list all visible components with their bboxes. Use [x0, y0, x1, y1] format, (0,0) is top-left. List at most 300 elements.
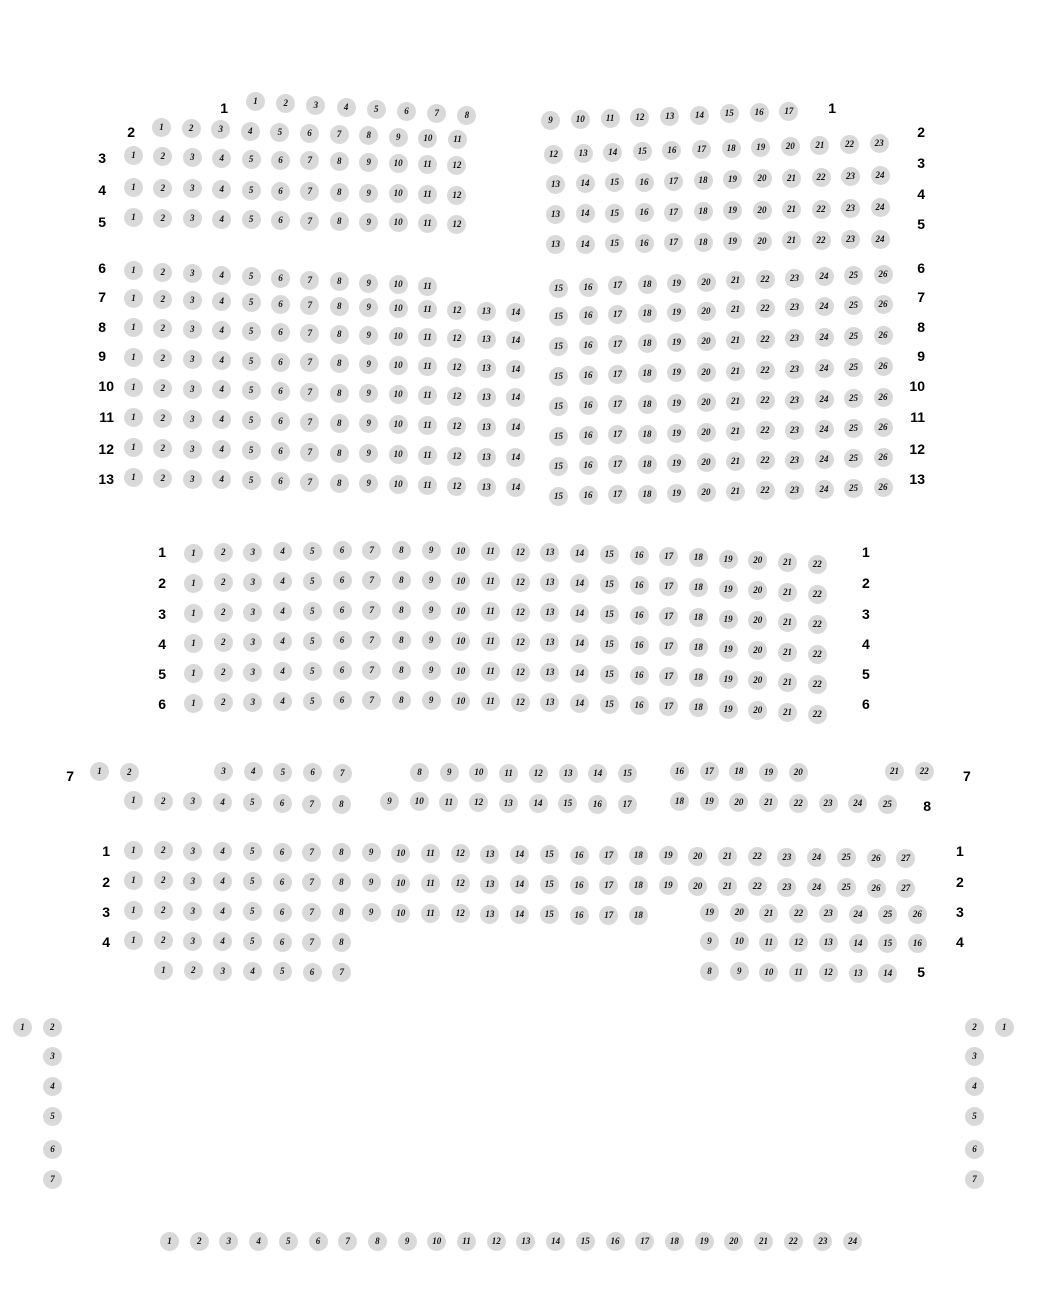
seat[interactable]: 23	[819, 794, 838, 813]
seat[interactable]: 19	[700, 792, 719, 811]
seat[interactable]: 14	[570, 544, 589, 563]
seat[interactable]: 15	[605, 204, 624, 223]
seat[interactable]: 15	[549, 279, 568, 298]
seat[interactable]: 16	[630, 606, 649, 625]
seat[interactable]: 10	[759, 963, 778, 982]
seat[interactable]: 3	[243, 693, 262, 712]
seat[interactable]: 13	[477, 359, 496, 378]
seat[interactable]: 19	[719, 700, 738, 719]
seat[interactable]: 18	[638, 275, 657, 294]
seat[interactable]: 19	[723, 170, 742, 189]
seat[interactable]: 12	[451, 844, 470, 863]
seat[interactable]: 8	[330, 212, 349, 231]
seat[interactable]: 25	[844, 419, 863, 438]
seat[interactable]: 10	[389, 356, 408, 375]
seat[interactable]: 17	[779, 102, 798, 121]
seat[interactable]: 14	[576, 235, 595, 254]
seat[interactable]: 12	[511, 573, 530, 592]
seat[interactable]: 10	[391, 904, 410, 923]
seat[interactable]: 11	[418, 277, 437, 296]
seat[interactable]: 8	[332, 795, 351, 814]
seat[interactable]: 22	[812, 168, 831, 187]
seat[interactable]: 15	[600, 605, 619, 624]
seat[interactable]: 11	[421, 904, 440, 923]
seat[interactable]: 5	[243, 793, 262, 812]
seat[interactable]: 12	[447, 417, 466, 436]
seat[interactable]: 9	[359, 298, 378, 317]
seat[interactable]: 14	[570, 634, 589, 653]
seat[interactable]: 14	[603, 143, 622, 162]
seat[interactable]: 19	[667, 303, 686, 322]
seat[interactable]: 21	[778, 613, 797, 632]
seat[interactable]: 14	[510, 875, 529, 894]
seat[interactable]: 24	[871, 230, 890, 249]
seat[interactable]: 22	[756, 270, 775, 289]
seat[interactable]: 3	[183, 842, 202, 861]
seat[interactable]: 1	[124, 261, 143, 280]
seat[interactable]: 22	[756, 361, 775, 380]
seat[interactable]: 25	[844, 358, 863, 377]
seat[interactable]: 18	[694, 233, 713, 252]
seat[interactable]: 22	[756, 481, 775, 500]
seat[interactable]: 14	[570, 694, 589, 713]
seat[interactable]: 2	[214, 693, 233, 712]
seat[interactable]: 5	[303, 692, 322, 711]
seat[interactable]: 15	[600, 545, 619, 564]
seat[interactable]: 20	[748, 551, 767, 570]
seat[interactable]: 9	[422, 631, 441, 650]
seat[interactable]: 15	[540, 875, 559, 894]
seat[interactable]: 10	[391, 874, 410, 893]
seat[interactable]: 19	[723, 201, 742, 220]
seat[interactable]: 15	[600, 575, 619, 594]
seat[interactable]: 23	[785, 421, 804, 440]
seat[interactable]: 11	[418, 386, 437, 405]
seat[interactable]: 12	[447, 447, 466, 466]
seat[interactable]: 9	[422, 691, 441, 710]
seat[interactable]: 1	[124, 408, 143, 427]
seat[interactable]: 19	[719, 670, 738, 689]
seat[interactable]: 24	[815, 359, 834, 378]
seat[interactable]: 4	[212, 470, 231, 489]
seat[interactable]: 26	[867, 849, 886, 868]
seat[interactable]: 13	[540, 693, 559, 712]
seat[interactable]: 5	[243, 902, 262, 921]
seat[interactable]: 4	[212, 321, 231, 340]
seat[interactable]: 9	[362, 873, 381, 892]
seat[interactable]: 26	[874, 295, 893, 314]
seat[interactable]: 19	[719, 580, 738, 599]
seat[interactable]: 19	[719, 610, 738, 629]
seat[interactable]: 6	[271, 151, 290, 170]
seat[interactable]: 18	[689, 548, 708, 567]
seat[interactable]: 6	[333, 541, 352, 560]
seat[interactable]: 14	[546, 1232, 565, 1251]
seat[interactable]: 25	[844, 449, 863, 468]
seat[interactable]: 21	[759, 904, 778, 923]
seat[interactable]: 3	[183, 470, 202, 489]
seat[interactable]: 20	[697, 393, 716, 412]
seat[interactable]: 23	[785, 298, 804, 317]
seat[interactable]: 26	[874, 265, 893, 284]
seat[interactable]: 26	[874, 448, 893, 467]
seat[interactable]: 2	[153, 439, 172, 458]
seat[interactable]: 4	[212, 410, 231, 429]
seat[interactable]: 12	[469, 793, 488, 812]
seat[interactable]: 6	[271, 442, 290, 461]
seat[interactable]: 16	[588, 795, 607, 814]
seat[interactable]: 11	[481, 662, 500, 681]
seat[interactable]: 19	[695, 1232, 714, 1251]
seat[interactable]: 5	[242, 381, 261, 400]
seat[interactable]: 13	[546, 175, 565, 194]
seat[interactable]: 17	[599, 846, 618, 865]
seat[interactable]: 24	[848, 794, 867, 813]
seat[interactable]: 21	[726, 482, 745, 501]
seat[interactable]: 18	[722, 139, 741, 158]
seat[interactable]: 21	[782, 231, 801, 250]
seat[interactable]: 17	[664, 233, 683, 252]
seat[interactable]: 19	[667, 333, 686, 352]
seat[interactable]: 13	[540, 573, 559, 592]
seat[interactable]: 3	[183, 209, 202, 228]
seat[interactable]: 3	[183, 932, 202, 951]
seat[interactable]: 6	[271, 211, 290, 230]
seat[interactable]: 13	[540, 633, 559, 652]
seat[interactable]: 1	[160, 1232, 179, 1251]
seat[interactable]: 20	[748, 611, 767, 630]
seat[interactable]: 7	[300, 324, 319, 343]
seat[interactable]: 5	[242, 293, 261, 312]
seat[interactable]: 22	[808, 645, 827, 664]
seat[interactable]: 19	[667, 274, 686, 293]
seat[interactable]: 3	[214, 762, 233, 781]
seat[interactable]: 7	[302, 873, 321, 892]
seat[interactable]: 25	[878, 905, 897, 924]
seat[interactable]: 16	[635, 234, 654, 253]
seat[interactable]: 16	[670, 762, 689, 781]
seat[interactable]: 4	[212, 149, 231, 168]
seat[interactable]: 21	[778, 703, 797, 722]
seat[interactable]: 4	[273, 662, 292, 681]
seat[interactable]: 15	[633, 142, 652, 161]
seat[interactable]: 20	[697, 273, 716, 292]
seat[interactable]: 2	[154, 901, 173, 920]
seat[interactable]: 13	[516, 1232, 535, 1251]
seat[interactable]: 9	[359, 444, 378, 463]
seat[interactable]: 6	[271, 353, 290, 372]
seat[interactable]: 11	[481, 692, 500, 711]
seat[interactable]: 10	[427, 1232, 446, 1251]
seat[interactable]: 24	[815, 480, 834, 499]
seat[interactable]: 4	[249, 1232, 268, 1251]
seat[interactable]: 16	[579, 306, 598, 325]
seat[interactable]: 18	[638, 364, 657, 383]
seat[interactable]: 22	[756, 391, 775, 410]
seat[interactable]: 4	[243, 962, 262, 981]
seat[interactable]: 13	[477, 418, 496, 437]
seat[interactable]: 18	[638, 304, 657, 323]
seat[interactable]: 11	[418, 185, 437, 204]
seat[interactable]: 21	[754, 1232, 773, 1251]
seat[interactable]: 24	[871, 198, 890, 217]
seat[interactable]: 18	[694, 202, 713, 221]
seat[interactable]: 23	[841, 230, 860, 249]
seat[interactable]: 12	[511, 633, 530, 652]
seat[interactable]: 17	[692, 140, 711, 159]
seat[interactable]: 4	[213, 902, 232, 921]
seat[interactable]: 2	[153, 319, 172, 338]
seat[interactable]: 23	[785, 360, 804, 379]
seat[interactable]: 7	[300, 212, 319, 231]
seat[interactable]: 11	[418, 214, 437, 233]
seat[interactable]: 7	[333, 764, 352, 783]
seat[interactable]: 22	[789, 904, 808, 923]
seat[interactable]: 5	[242, 352, 261, 371]
seat[interactable]: 16	[579, 456, 598, 475]
seat[interactable]: 22	[756, 421, 775, 440]
seat[interactable]: 3	[243, 573, 262, 592]
seat[interactable]: 8	[392, 601, 411, 620]
seat[interactable]: 17	[618, 795, 637, 814]
seat[interactable]: 9	[359, 355, 378, 374]
seat[interactable]: 4	[212, 292, 231, 311]
seat[interactable]: 18	[689, 638, 708, 657]
seat[interactable]: 25	[844, 479, 863, 498]
seat[interactable]: 22	[756, 299, 775, 318]
seat[interactable]: 20	[724, 1232, 743, 1251]
seat[interactable]: 7	[332, 963, 351, 982]
seat[interactable]: 2	[153, 209, 172, 228]
seat[interactable]: 22	[756, 330, 775, 349]
seat[interactable]: 6	[273, 873, 292, 892]
seat[interactable]: 1	[124, 468, 143, 487]
seat[interactable]: 18	[638, 485, 657, 504]
seat[interactable]: 16	[606, 1232, 625, 1251]
seat[interactable]: 9	[422, 571, 441, 590]
seat[interactable]: 15	[549, 397, 568, 416]
seat[interactable]: 18	[689, 608, 708, 627]
seat[interactable]: 17	[659, 577, 678, 596]
seat[interactable]: 11	[448, 130, 467, 149]
seat[interactable]: 20	[697, 483, 716, 502]
seat[interactable]: 17	[608, 335, 627, 354]
seat[interactable]: 5	[965, 1107, 984, 1126]
seat[interactable]: 21	[726, 300, 745, 319]
seat[interactable]: 15	[600, 635, 619, 654]
seat[interactable]: 6	[965, 1140, 984, 1159]
seat[interactable]: 8	[330, 272, 349, 291]
seat[interactable]: 5	[242, 210, 261, 229]
seat[interactable]: 7	[362, 631, 381, 650]
seat[interactable]: 23	[785, 269, 804, 288]
seat[interactable]: 9	[440, 763, 459, 782]
seat[interactable]: 6	[333, 661, 352, 680]
seat[interactable]: 12	[447, 186, 466, 205]
seat[interactable]: 1	[90, 762, 109, 781]
seat[interactable]: 13	[477, 478, 496, 497]
seat[interactable]: 13	[499, 794, 518, 813]
seat[interactable]: 8	[392, 631, 411, 650]
seat[interactable]: 21	[726, 271, 745, 290]
seat[interactable]: 6	[303, 963, 322, 982]
seat[interactable]: 5	[303, 662, 322, 681]
seat[interactable]: 19	[667, 424, 686, 443]
seat[interactable]: 13	[540, 603, 559, 622]
seat[interactable]: 20	[697, 332, 716, 351]
seat[interactable]: 1	[154, 961, 173, 980]
seat[interactable]: 13	[660, 107, 679, 126]
seat[interactable]: 14	[878, 964, 897, 983]
seat[interactable]: 5	[242, 150, 261, 169]
seat[interactable]: 22	[808, 585, 827, 604]
seat[interactable]: 15	[549, 367, 568, 386]
seat[interactable]: 6	[333, 691, 352, 710]
seat[interactable]: 22	[840, 135, 859, 154]
seat[interactable]: 11	[481, 632, 500, 651]
seat[interactable]: 9	[422, 661, 441, 680]
seat[interactable]: 1	[124, 208, 143, 227]
seat[interactable]: 7	[300, 413, 319, 432]
seat[interactable]: 10	[389, 327, 408, 346]
seat[interactable]: 9	[380, 792, 399, 811]
seat[interactable]: 12	[819, 963, 838, 982]
seat[interactable]: 4	[212, 210, 231, 229]
seat[interactable]: 12	[511, 663, 530, 682]
seat[interactable]: 25	[837, 878, 856, 897]
seat[interactable]: 1	[124, 791, 143, 810]
seat[interactable]: 1	[124, 901, 143, 920]
seat[interactable]: 12	[447, 156, 466, 175]
seat[interactable]: 24	[871, 166, 890, 185]
seat[interactable]: 14	[506, 388, 525, 407]
seat[interactable]: 15	[558, 794, 577, 813]
seat[interactable]: 5	[243, 842, 262, 861]
seat[interactable]: 19	[667, 394, 686, 413]
seat[interactable]: 11	[418, 300, 437, 319]
seat[interactable]: 17	[608, 395, 627, 414]
seat[interactable]: 1	[184, 694, 203, 713]
seat[interactable]: 1	[184, 574, 203, 593]
seat[interactable]: 18	[638, 425, 657, 444]
seat[interactable]: 11	[759, 933, 778, 952]
seat[interactable]: 12	[447, 301, 466, 320]
seat[interactable]: 4	[213, 932, 232, 951]
seat[interactable]: 14	[849, 934, 868, 953]
seat[interactable]: 3	[183, 264, 202, 283]
seat[interactable]: 9	[359, 184, 378, 203]
seat[interactable]: 23	[785, 391, 804, 410]
seat[interactable]: 14	[690, 106, 709, 125]
seat[interactable]: 9	[359, 213, 378, 232]
seat[interactable]: 17	[635, 1232, 654, 1251]
seat[interactable]: 27	[896, 879, 915, 898]
seat[interactable]: 5	[242, 411, 261, 430]
seat[interactable]: 12	[544, 145, 563, 164]
seat[interactable]: 22	[812, 200, 831, 219]
seat[interactable]: 13	[546, 235, 565, 254]
seat[interactable]: 17	[700, 762, 719, 781]
seat[interactable]: 25	[844, 266, 863, 285]
seat[interactable]: 11	[418, 446, 437, 465]
seat[interactable]: 2	[153, 349, 172, 368]
seat[interactable]: 15	[600, 695, 619, 714]
seat[interactable]: 23	[785, 329, 804, 348]
seat[interactable]: 17	[608, 305, 627, 324]
seat[interactable]: 5	[270, 123, 289, 142]
seat[interactable]: 1	[246, 92, 265, 111]
seat[interactable]: 17	[659, 667, 678, 686]
seat[interactable]: 2	[153, 290, 172, 309]
seat[interactable]: 23	[870, 134, 889, 153]
seat[interactable]: 6	[271, 323, 290, 342]
seat[interactable]: 22	[808, 615, 827, 634]
seat[interactable]: 11	[418, 476, 437, 495]
seat[interactable]: 24	[807, 878, 826, 897]
seat[interactable]: 21	[810, 136, 829, 155]
seat[interactable]: 9	[362, 843, 381, 862]
seat[interactable]: 11	[601, 109, 620, 128]
seat[interactable]: 10	[451, 572, 470, 591]
seat[interactable]: 8	[332, 873, 351, 892]
seat[interactable]: 12	[511, 693, 530, 712]
seat[interactable]: 7	[302, 933, 321, 952]
seat[interactable]: 22	[812, 231, 831, 250]
seat[interactable]: 5	[303, 602, 322, 621]
seat[interactable]: 22	[808, 675, 827, 694]
seat[interactable]: 3	[183, 148, 202, 167]
seat[interactable]: 21	[718, 847, 737, 866]
seat[interactable]: 1	[124, 318, 143, 337]
seat[interactable]: 21	[726, 392, 745, 411]
seat[interactable]: 3	[183, 902, 202, 921]
seat[interactable]: 19	[751, 138, 770, 157]
seat[interactable]: 8	[330, 297, 349, 316]
seat[interactable]: 9	[359, 153, 378, 172]
seat[interactable]: 25	[844, 296, 863, 315]
seat[interactable]: 8	[392, 541, 411, 560]
seat[interactable]: 25	[837, 848, 856, 867]
seat[interactable]: 10	[451, 542, 470, 561]
seat[interactable]: 13	[480, 905, 499, 924]
seat[interactable]: 20	[697, 363, 716, 382]
seat[interactable]: 16	[635, 203, 654, 222]
seat[interactable]: 7	[362, 661, 381, 680]
seat[interactable]: 9	[422, 541, 441, 560]
seat[interactable]: 24	[815, 420, 834, 439]
seat[interactable]: 9	[362, 903, 381, 922]
seat[interactable]: 19	[723, 232, 742, 251]
seat[interactable]: 16	[630, 696, 649, 715]
seat[interactable]: 6	[300, 124, 319, 143]
seat[interactable]: 13	[480, 875, 499, 894]
seat[interactable]: 9	[359, 384, 378, 403]
seat[interactable]: 2	[154, 792, 173, 811]
seat[interactable]: 14	[576, 204, 595, 223]
seat[interactable]: 15	[605, 173, 624, 192]
seat[interactable]: 10	[389, 213, 408, 232]
seat[interactable]: 9	[541, 111, 560, 130]
seat[interactable]: 7	[302, 795, 321, 814]
seat[interactable]: 3	[183, 179, 202, 198]
seat[interactable]: 19	[667, 454, 686, 473]
seat[interactable]: 2	[190, 1232, 209, 1251]
seat[interactable]: 3	[219, 1232, 238, 1251]
seat[interactable]: 20	[748, 701, 767, 720]
seat[interactable]: 14	[506, 418, 525, 437]
seat[interactable]: 12	[447, 358, 466, 377]
seat[interactable]: 4	[212, 266, 231, 285]
